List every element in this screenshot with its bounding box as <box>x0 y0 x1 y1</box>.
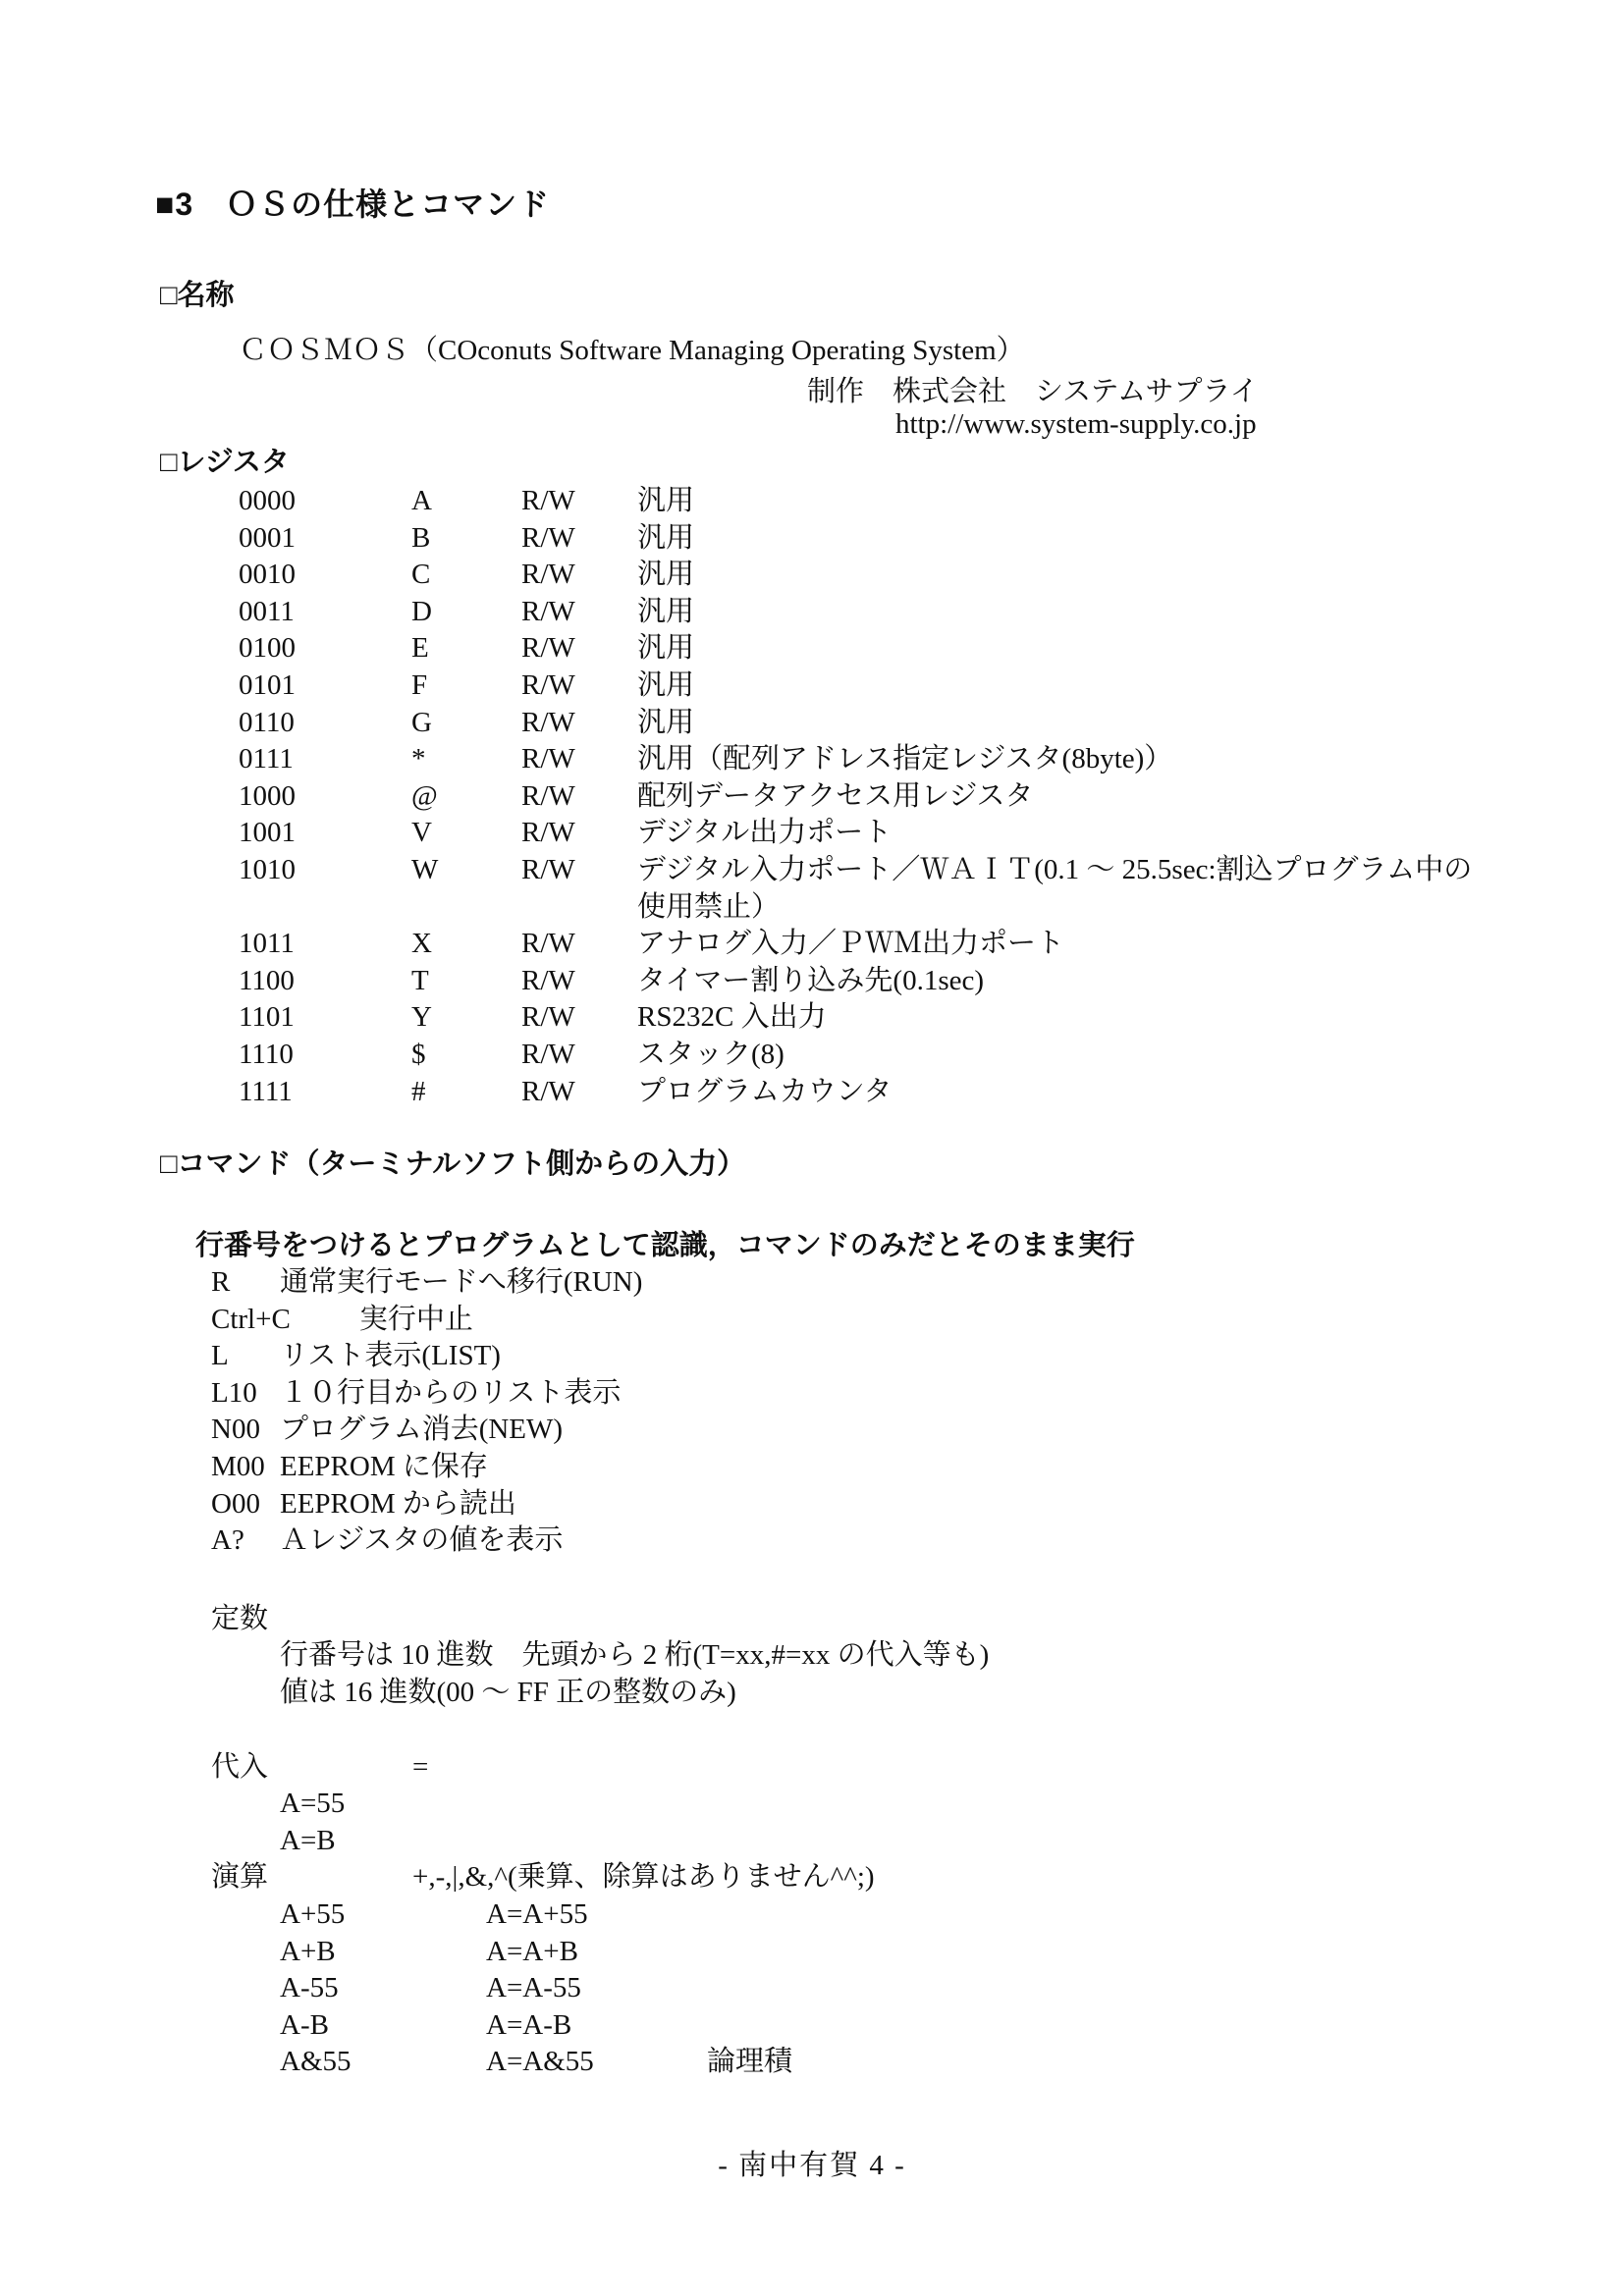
command-row <box>211 1412 1527 1449</box>
operation-result: A=A&55 <box>486 2046 594 2078</box>
name-section-heading: □名称 <box>160 280 235 311</box>
register-row <box>239 520 1613 558</box>
command-key: N00 <box>211 1414 260 1446</box>
register-name: C <box>411 559 431 591</box>
register-code: 1100 <box>239 964 295 996</box>
register-rw: R/W <box>521 706 575 738</box>
register-code: 0011 <box>239 595 295 627</box>
command-key: Ctrl+C <box>211 1303 291 1335</box>
register-code: 1011 <box>239 928 295 960</box>
command-key: A? <box>211 1524 244 1557</box>
register-desc: アナログ入力／ＰＷＭ出力ポート <box>637 928 1065 960</box>
page-title: ■3 ＯＳの仕様とコマンド <box>155 187 551 222</box>
register-desc: デジタル入力ポート／ＷＡＩＴ(0.1 ～ 25.5sec:割込プログラム中の <box>637 853 1473 885</box>
register-name: @ <box>411 779 438 812</box>
register-row <box>239 557 1613 594</box>
register-name: Y <box>411 1001 432 1034</box>
register-rw: R/W <box>521 964 575 996</box>
assignment-operator: = <box>412 1750 429 1783</box>
register-code: 1110 <box>239 1038 294 1070</box>
register-row <box>239 1037 1613 1074</box>
constants-line: 値は 16 進数(00 ～ FF 正の整数のみ) <box>280 1676 736 1708</box>
command-row <box>211 1338 1527 1375</box>
command-block <box>211 1264 1527 2081</box>
command-desc: EEPROM に保存 <box>280 1450 488 1482</box>
register-rw: R/W <box>521 632 575 665</box>
register-name: B <box>411 521 431 554</box>
register-rw: R/W <box>521 817 575 849</box>
assignment-row <box>211 1749 1527 1787</box>
register-code: 1001 <box>239 817 296 849</box>
register-desc: タイマー割り込み先(0.1sec) <box>637 964 985 996</box>
operation-result: A=A+55 <box>486 1897 588 1930</box>
register-name: T <box>411 964 429 996</box>
register-row <box>239 815 1613 852</box>
register-row <box>239 1074 1613 1111</box>
operation-expr: A-B <box>280 2008 329 2041</box>
register-rw: R/W <box>521 928 575 960</box>
operation-expr: A+55 <box>280 1897 346 1930</box>
register-name: * <box>411 743 426 775</box>
register-name: W <box>411 853 439 885</box>
register-desc: 汎用 <box>637 595 695 627</box>
register-row <box>239 630 1613 667</box>
assignment-example: A=B <box>280 1824 336 1856</box>
register-code: 0101 <box>239 668 296 701</box>
constants-heading: 定数 <box>211 1602 269 1634</box>
operation-expr: A+B <box>280 1935 336 1967</box>
register-row <box>239 741 1613 778</box>
command-desc: Ａレジスタの値を表示 <box>280 1524 564 1557</box>
register-name: A <box>411 485 432 516</box>
register-code: 0001 <box>239 521 296 554</box>
command-desc: 実行中止 <box>358 1303 473 1335</box>
operations-label: 演算 <box>211 1861 269 1894</box>
operation-result: A=A+B <box>486 1935 578 1967</box>
command-desc: １０行目からのリスト表示 <box>280 1376 622 1409</box>
command-row <box>211 1302 1527 1339</box>
register-table <box>239 483 1613 1110</box>
register-name: D <box>411 595 432 627</box>
command-desc: 通常実行モードへ移行(RUN) <box>280 1266 643 1298</box>
register-code: 0100 <box>239 632 296 665</box>
register-code: 1101 <box>239 1001 295 1034</box>
register-code: 1000 <box>239 779 296 812</box>
command-key: L <box>211 1340 229 1372</box>
register-name: G <box>411 706 432 738</box>
command-key: L10 <box>211 1376 257 1409</box>
register-code: 0111 <box>239 743 294 775</box>
register-rw: R/W <box>521 559 575 591</box>
register-code: 0010 <box>239 559 296 591</box>
register-row <box>239 778 1613 816</box>
command-key: M00 <box>211 1450 265 1482</box>
register-rw: R/W <box>521 668 575 701</box>
register-desc: RS232C 入出力 <box>637 1001 827 1034</box>
register-rw: R/W <box>521 1075 575 1107</box>
operation-example-row <box>280 1970 1527 2007</box>
operation-note: 論理積 <box>707 2046 793 2078</box>
register-row <box>239 963 1613 1000</box>
register-desc: 汎用 <box>637 668 695 701</box>
command-row <box>211 1522 1527 1560</box>
operation-expr: A-55 <box>280 1972 339 2004</box>
register-desc: 汎用 <box>637 559 695 591</box>
register-desc: 配列データアクセス用レジスタ <box>637 779 1034 812</box>
command-desc: EEPROM から読出 <box>280 1487 516 1520</box>
register-rw: R/W <box>521 743 575 775</box>
register-rw: R/W <box>521 595 575 627</box>
register-row <box>239 999 1613 1037</box>
register-desc: 汎用 <box>637 521 695 554</box>
register-name: $ <box>411 1038 426 1070</box>
command-key: O00 <box>211 1487 260 1520</box>
operation-result: A=A-55 <box>486 1972 581 2004</box>
command-note: 行番号をつけるとプログラムとして認識，コマンドのみだとそのまま実行 <box>195 1230 1135 1261</box>
register-name: X <box>411 928 432 960</box>
register-rw: R/W <box>521 779 575 812</box>
register-desc: 汎用（配列アドレス指定レジスタ(8byte)） <box>637 743 1173 775</box>
command-desc: リスト表示(LIST) <box>280 1340 501 1372</box>
maker-url: http://www.system-supply.co.jp <box>895 408 1257 440</box>
operations-operators: +,-,|,&,^(乗算、除算はありません^^;) <box>412 1861 875 1894</box>
operation-result: A=A-B <box>486 2008 572 2041</box>
register-rw: R/W <box>521 485 575 516</box>
command-section-heading: □コマンド（ターミナルソフト側からの入力） <box>160 1148 746 1180</box>
register-rw: R/W <box>521 1038 575 1070</box>
register-code: 1111 <box>239 1075 293 1107</box>
register-name: E <box>411 632 429 665</box>
assignment-label: 代入 <box>211 1750 269 1783</box>
operation-expr: A&55 <box>280 2046 352 2078</box>
command-row <box>211 1449 1527 1486</box>
register-row <box>239 594 1613 631</box>
register-row <box>239 705 1613 742</box>
command-row <box>211 1264 1527 1302</box>
register-name: V <box>411 817 432 849</box>
page-footer: - 南中有賀 4 - <box>718 2150 906 2181</box>
register-desc: 汎用 <box>637 485 695 516</box>
maker-line: 制作 株式会社 システムサプライ <box>807 376 1259 407</box>
operation-example-row <box>280 2044 1527 2081</box>
operation-example-row <box>280 1896 1527 1934</box>
register-row <box>239 483 1613 520</box>
register-rw: R/W <box>521 521 575 554</box>
constants-line: 行番号は 10 進数 先頭から 2 桁(T=xx,#=xx の代入等も) <box>280 1639 990 1672</box>
register-desc: 汎用 <box>637 632 695 665</box>
operations-row <box>211 1859 1527 1896</box>
register-name: F <box>411 668 428 701</box>
command-desc: プログラム消去(NEW) <box>280 1414 564 1446</box>
register-desc: スタック(8) <box>637 1038 785 1070</box>
register-name: # <box>411 1075 426 1107</box>
register-desc: プログラムカウンタ <box>637 1075 893 1107</box>
command-key: R <box>211 1266 231 1298</box>
product-name: ＣＯＳＭＯＳ（COconuts Software Managing Operating System） <box>239 335 1025 366</box>
register-desc: 汎用 <box>637 706 695 738</box>
register-code: 0110 <box>239 706 295 738</box>
register-desc: デジタル出力ポート <box>637 817 893 849</box>
register-row <box>239 926 1613 963</box>
register-rw: R/W <box>521 1001 575 1034</box>
register-row <box>239 852 1613 889</box>
command-row <box>211 1375 1527 1413</box>
command-row <box>211 1486 1527 1523</box>
register-desc-continued: 使用禁止） <box>637 890 781 923</box>
register-rw: R/W <box>521 853 575 885</box>
register-row <box>239 667 1613 705</box>
register-code: 0000 <box>239 485 296 516</box>
operation-example-row <box>280 2007 1527 2045</box>
register-section-heading: □レジスタ <box>160 447 290 478</box>
assignment-example: A=55 <box>280 1788 346 1820</box>
operation-example-row <box>280 1934 1527 1971</box>
register-code: 1010 <box>239 853 296 885</box>
